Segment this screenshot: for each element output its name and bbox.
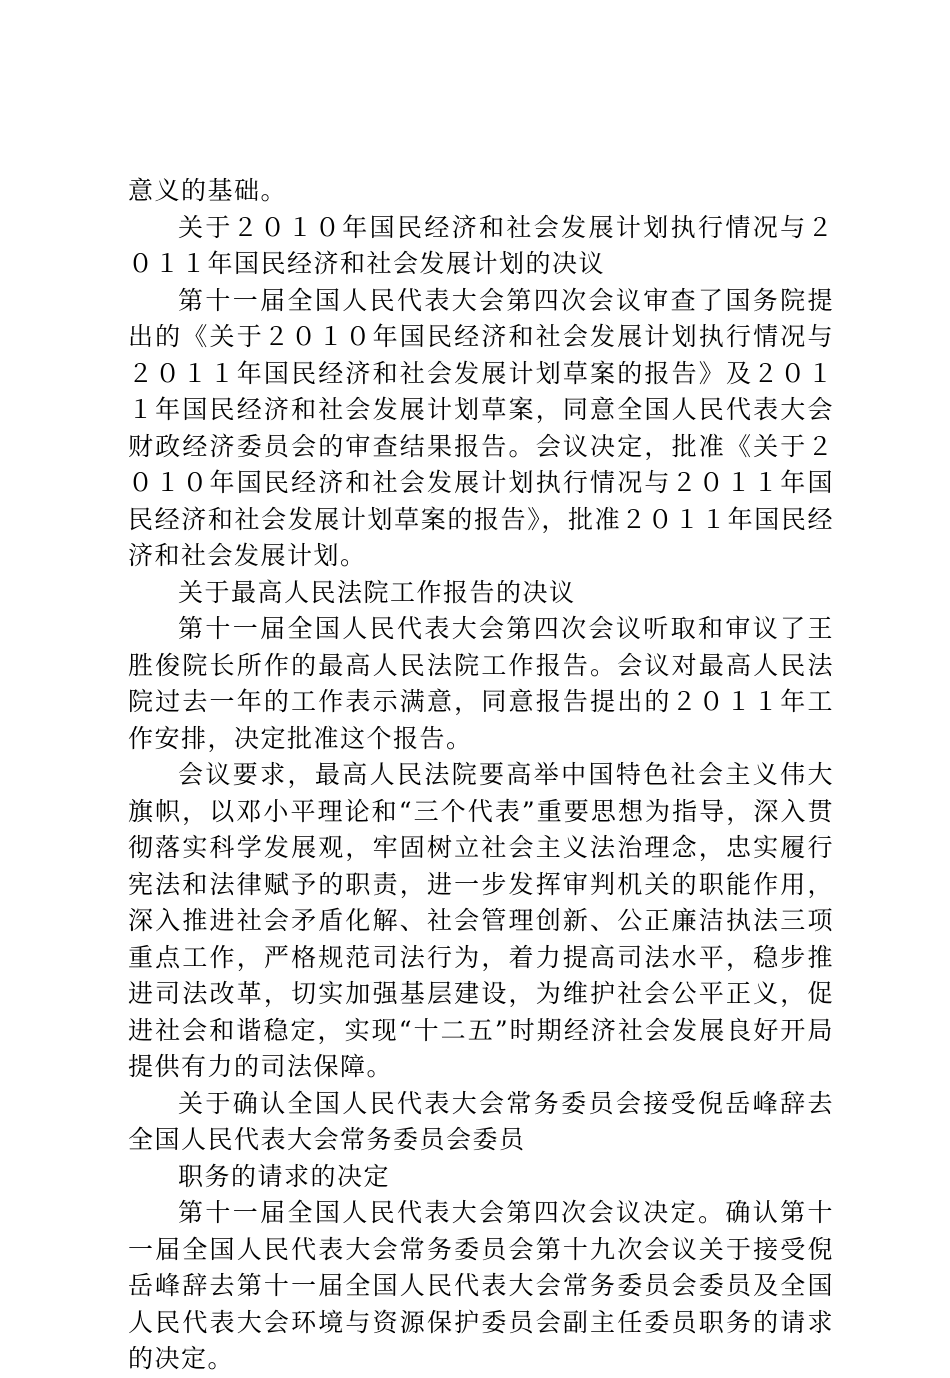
paragraph-court-resolution: 第十一届全国人民代表大会第四次会议听取和审议了王胜俊院长所作的最高人民法院工作报告。会议对最高人民法院过去一年的工作表示满意，同意报告提出的２０１１年工作安排，决定批准这个报告。: [128, 614, 834, 753]
paragraph-continuation: 意义的基础。: [128, 176, 288, 205]
heading-resignation-decision-continued: 职务的请求的决定: [178, 1161, 391, 1191]
heading-plan-resolution: 关于２０１０年国民经济和社会发展计划执行情况与２０１１年国民经济和社会发展计划的决议: [128, 212, 834, 278]
paragraph-plan-resolution: 第十一届全国人民代表大会第四次会议审查了国务院提出的《关于２０１０年国民经济和社会发展计划执行情况与２０１１年国民经济和社会发展计划草案的报告》及２０１１年国民经济和社会发展计划草案，同意全国人民代表大会财政经济委员会的审查结果报告。会议决定，批准《关于２０１０年国民经济和社会发展计划执行情况与２０１１年国民经济和社会发展计划草案的报告》，批准２０１１年国民经济和社会发展计划。: [128, 285, 834, 570]
paragraph-court-requirements: 会议要求，最高人民法院要高举中国特色社会主义伟大旗帜，以邓小平理论和“三个代表”重要思想为指导，深入贯彻落实科学发展观，牢固树立社会主义法治理念，忠实履行宪法和法律赋予的职责，进一步发挥审判机关的职能作用，深入推进社会矛盾化解、社会管理创新、公正廉洁执法三项重点工作，严格规范司法行为，着力提高司法水平，稳步推进司法改革，切实加强基层建设，为维护社会公平正义，促进社会和谐稳定，实现“十二五”时期经济社会发展良好开局提供有力的司法保障。: [128, 760, 834, 1081]
heading-resignation-decision: 关于确认全国人民代表大会常务委员会接受倪岳峰辞去全国人民代表大会常务委员会委员: [128, 1088, 834, 1154]
document-body: [128, 173, 834, 1378]
heading-court-resolution: 关于最高人民法院工作报告的决议: [178, 577, 576, 607]
paragraph-resignation-decision: 第十一届全国人民代表大会第四次会议决定。确认第十一届全国人民代表大会常务委员会第十九次会议关于接受倪岳峰辞去第十一届全国人民代表大会常务委员会委员及全国人民代表大会环境与资源保护委员会副主任委员职务的请求的决定。: [128, 1198, 834, 1373]
